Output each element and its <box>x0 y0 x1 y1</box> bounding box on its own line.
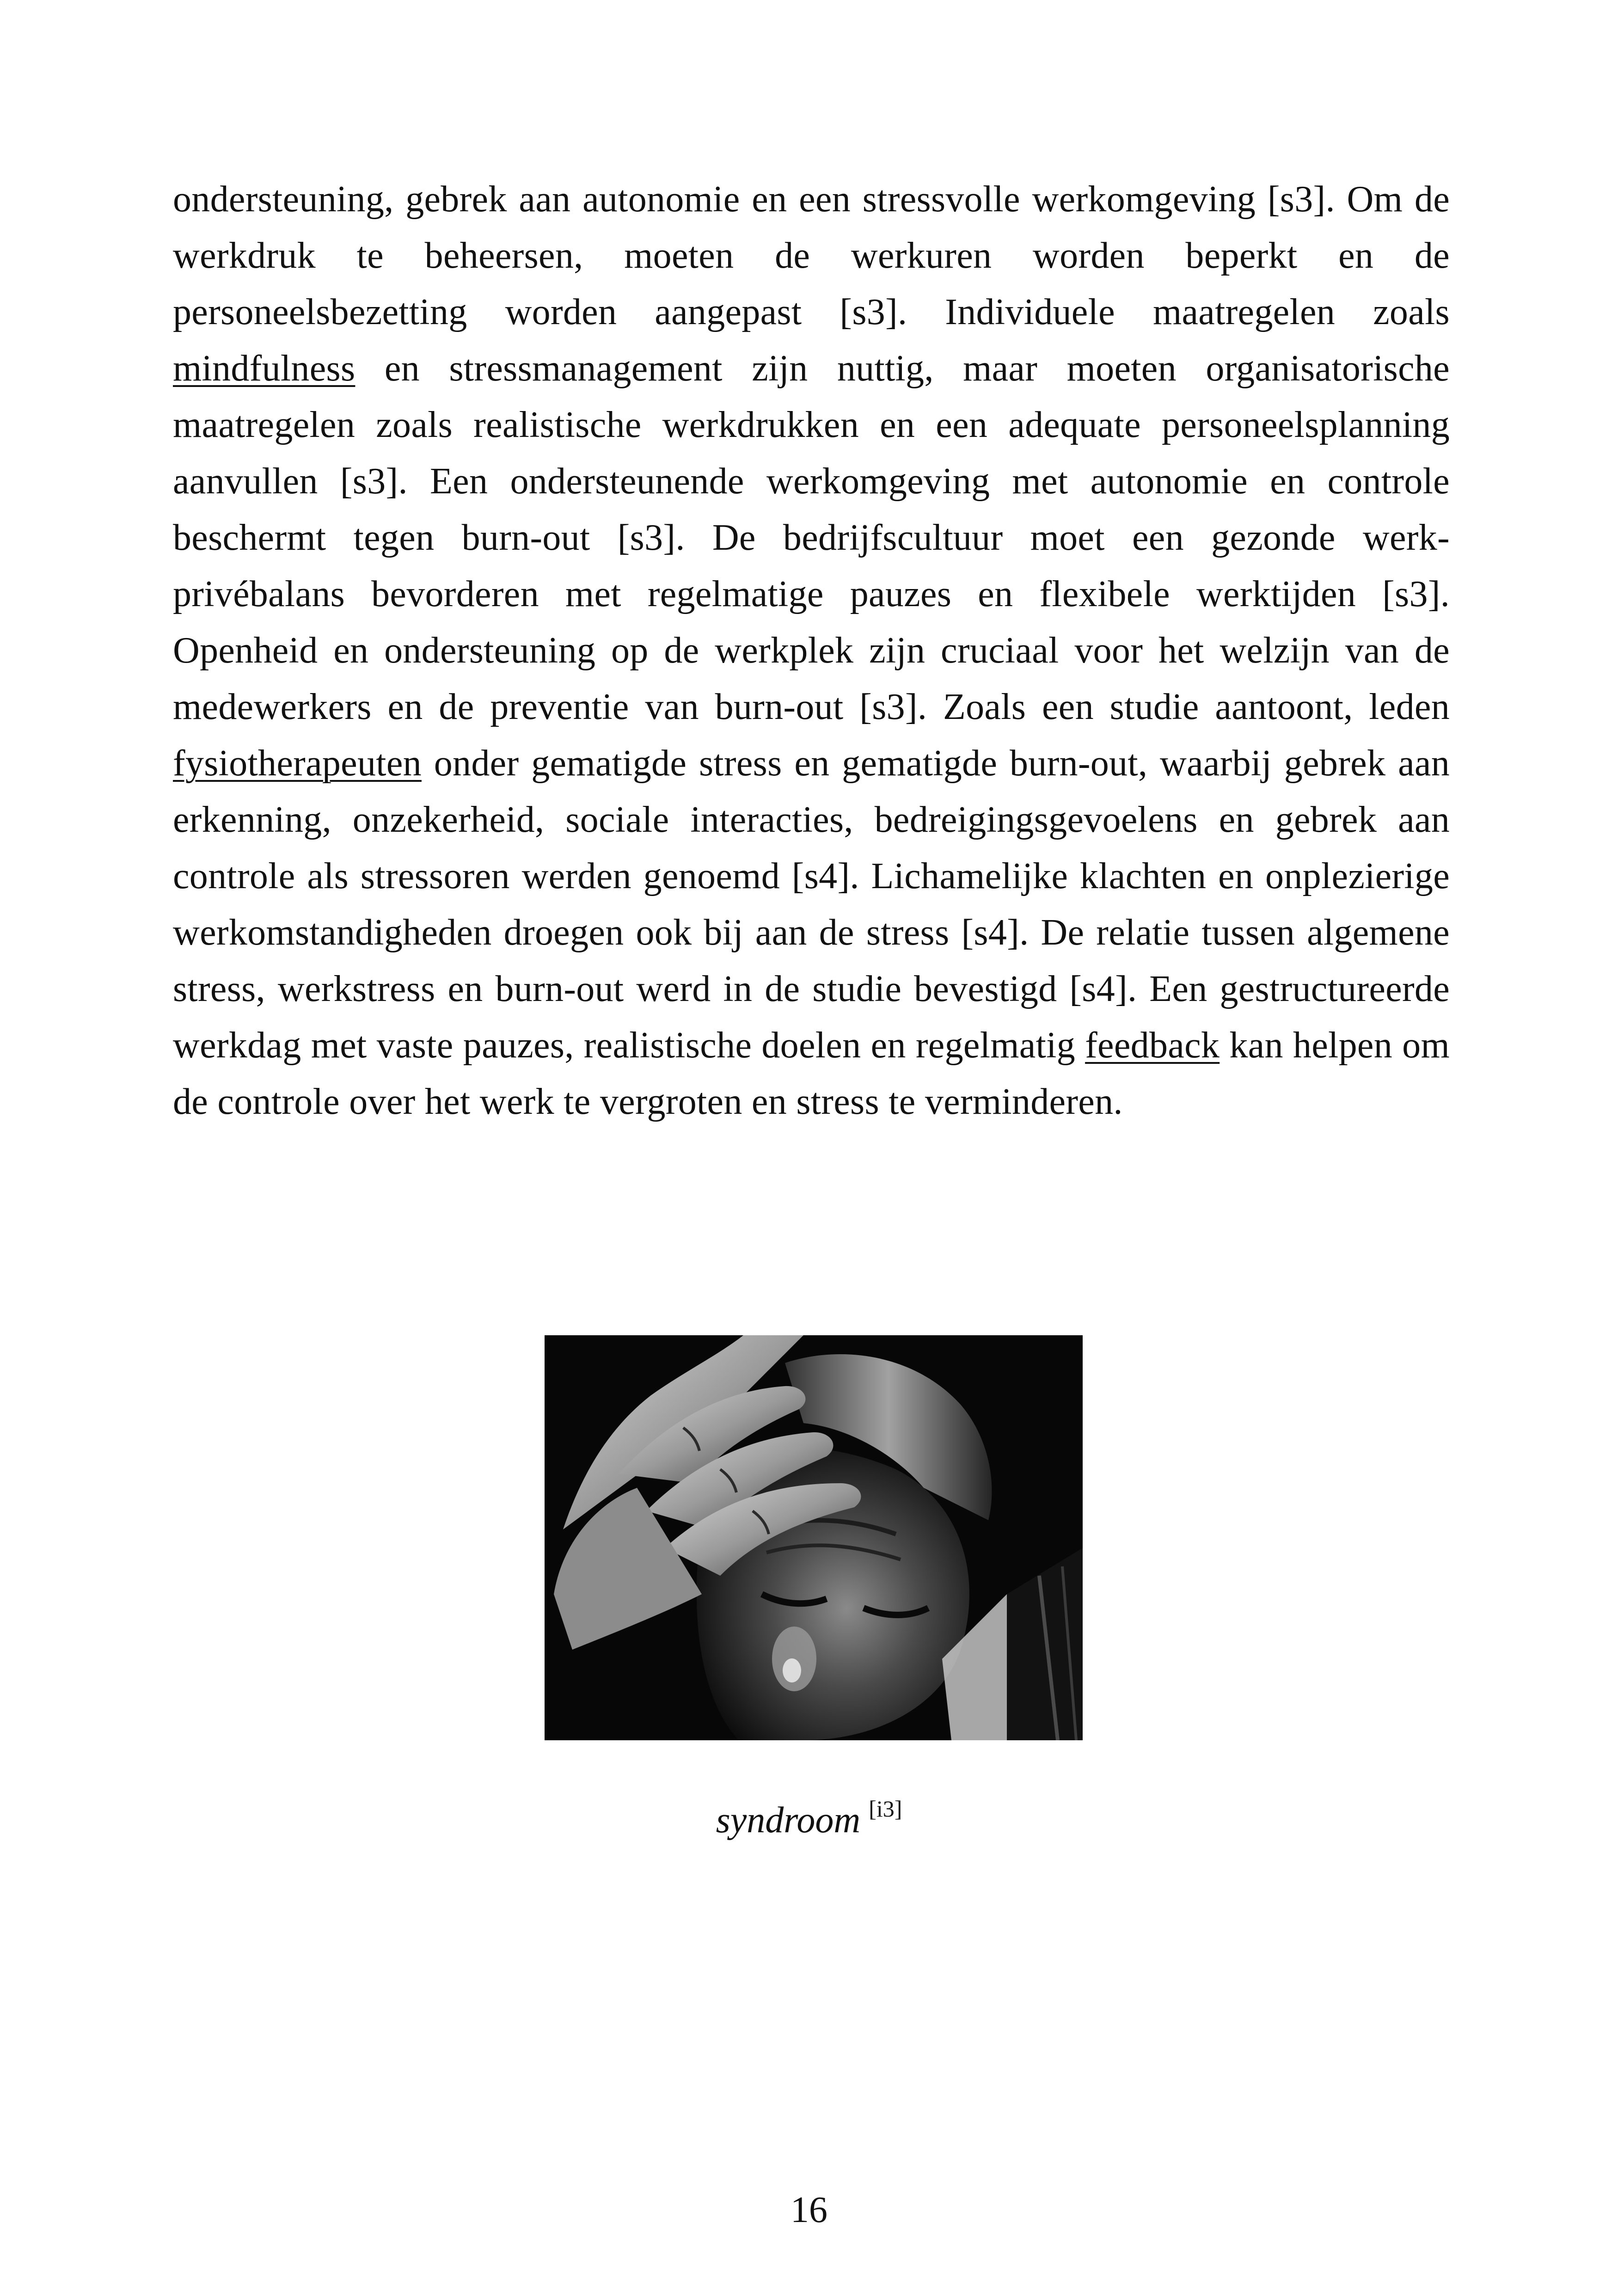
body-text-part-4: kan helpen om de controle over het werk te vergroten en stress te verminderen. <box>173 1025 1450 1122</box>
link-feedback[interactable]: feedback <box>1085 1025 1220 1066</box>
figure-caption <box>0 1786 1618 1843</box>
link-fysiotherapeuten[interactable]: fysiotherapeuten <box>173 743 422 784</box>
caption-text: syndroom <box>716 1800 861 1841</box>
body-text-part-1: ondersteuning, gebrek aan autonomie en een stressvolle werkomgeving [s3]. Om de werkdruk te beheersen, moeten de werkuren worden beperkt en de personeelsbezetting worden aangepast [s3]. Individuele maatregelen zoals <box>173 179 1450 332</box>
body-text-part-2: en stressmanagement zijn nuttig, maar moeten organisatorische maatregelen zoals realistische werkdrukken en een adequate personeelsplanning aanvullen [s3]. Een ondersteunende werkomgeving met autonomie en controle beschermt tegen burn-out [s3]. De bedrijfscultuur moet een gezonde werk-privébalans bevorderen met regelmatige pauzes en flexibele werktijden [s3]. Openheid en ondersteuning op de werkplek zijn cruciaal voor het welzijn van de medewerkers en de preventie van burn-out [s3]. Zoals een studie aantoont, leden <box>173 348 1450 727</box>
body-paragraph <box>173 171 1450 1130</box>
stressed-man-photo <box>545 1335 1083 1740</box>
link-mindfulness[interactable]: mindfulness <box>173 348 355 389</box>
caption-reference[interactable]: [i3] <box>869 1796 902 1822</box>
figure-image <box>545 1335 1083 1740</box>
page-number: 16 <box>791 2190 827 2230</box>
body-text-part-3: onder gematigde stress en gematigde burn-out, waarbij gebrek aan erkenning, onzekerheid, sociale interacties, bedreigingsgevoelens en gebrek aan controle als stressoren werden genoemd [s4]. Lichamelijke klachten en onplezierige werkomstandigheden droegen ook bij aan de stress [s4]. De relatie tussen algemene stress, werkstress en burn-out werd in de studie bevestigd [s4]. Een gestructureerde werkdag met vaste pauzes, realistische doelen en regelmatig <box>173 743 1450 1066</box>
